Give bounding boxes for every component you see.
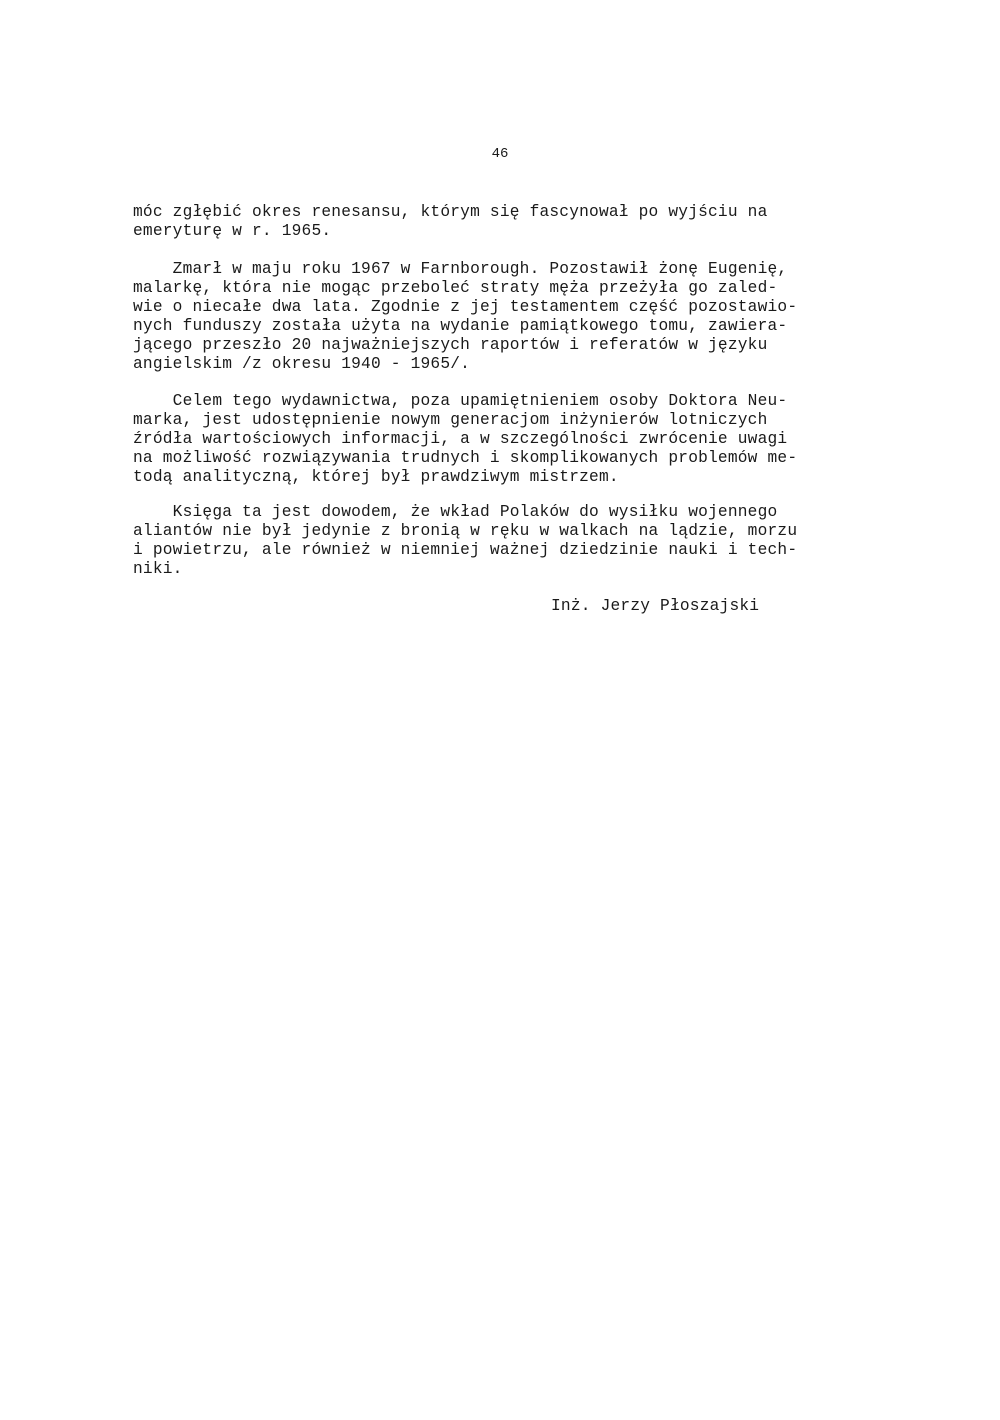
text-line: wie o niecałe dwa lata. Zgodnie z jej testamentem część pozostawio-	[133, 298, 798, 316]
paragraph-4	[133, 503, 878, 579]
text-line: aliantów nie był jedynie z bronią w ręku w walkach na lądzie, morzu	[133, 522, 798, 540]
text-line: nych funduszy została użyta na wydanie pamiątkowego tomu, zawiera-	[133, 317, 788, 335]
text-line: todą analityczną, której był prawdziwym mistrzem.	[133, 468, 619, 486]
text-line: na możliwość rozwiązywania trudnych i skomplikowanych problemów me-	[133, 449, 798, 467]
page-number: 46	[491, 146, 509, 162]
signature: Inż. Jerzy Płoszajski	[551, 597, 760, 615]
text-line: jącego przeszło 20 najważniejszych raportów i referatów w języku	[133, 336, 768, 354]
paragraph-2	[133, 260, 878, 374]
text-line: angielskim /z okresu 1940 - 1965/.	[133, 355, 471, 373]
paragraph-3	[133, 392, 878, 487]
text-line: marka, jest udostępnienie nowym generacjom inżynierów lotniczych	[133, 411, 768, 429]
text-line: Celem tego wydawnictwa, poza upamiętnieniem osoby Doktora Neu-	[133, 392, 788, 410]
text-line: niki.	[133, 560, 183, 578]
text-line: malarkę, która nie mogąc przeboleć straty męża przeżyła go zaled-	[133, 279, 778, 297]
paragraph-1	[133, 203, 878, 241]
text-line: i powietrzu, ale również w niemniej ważnej dziedzinie nauki i tech-	[133, 541, 798, 559]
text-line: Księga ta jest dowodem, że wkład Polaków do wysiłku wojennego	[133, 503, 778, 521]
text-line: źródła wartościowych informacji, a w szczególności zwrócenie uwagi	[133, 430, 788, 448]
text-line: Zmarł w maju roku 1967 w Farnborough. Pozostawił żonę Eugenię,	[133, 260, 788, 278]
text-line: móc zgłębić okres renesansu, którym się fascynował po wyjściu na	[133, 203, 768, 221]
text-line: emeryturę w r. 1965.	[133, 222, 332, 240]
